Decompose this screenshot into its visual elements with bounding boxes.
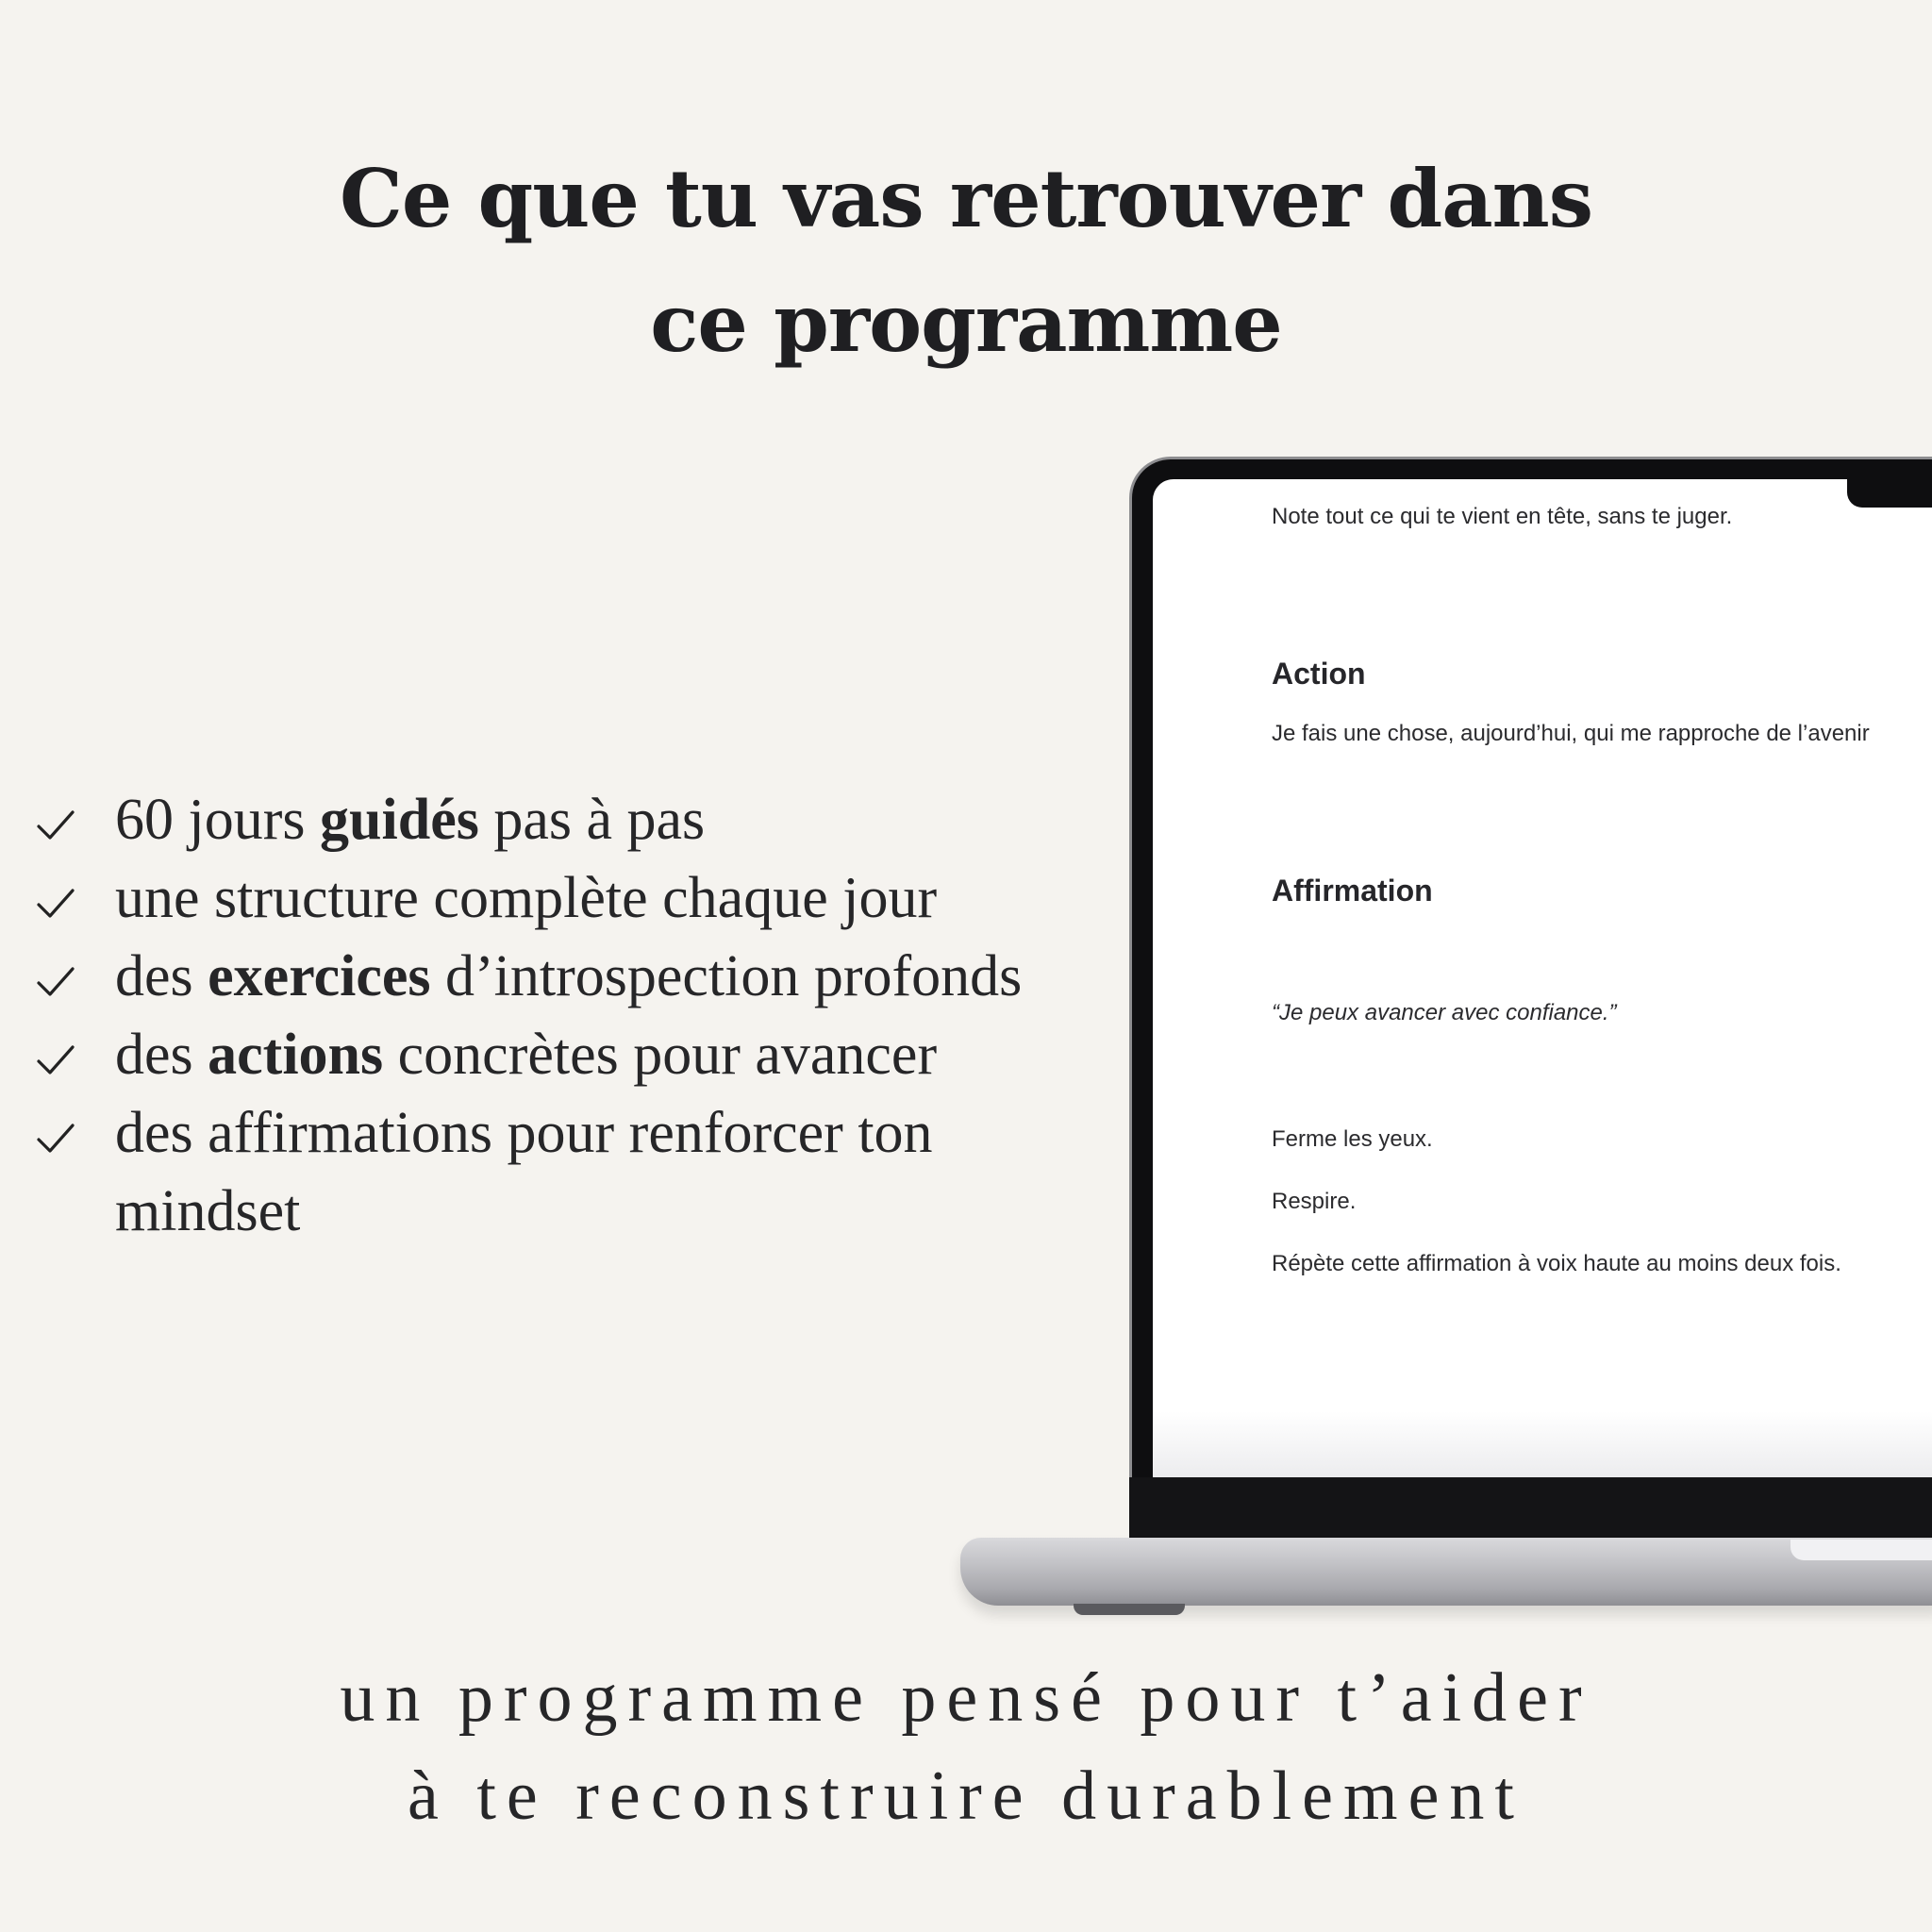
feature-item bbox=[36, 1016, 1130, 1094]
action-text: Je fais une chose, aujourd’hui, qui me rapproche de l’avenir bbox=[1272, 721, 1870, 746]
feature-item bbox=[36, 781, 1130, 859]
checkmark-icon bbox=[36, 1044, 75, 1076]
instruction-step-1: Ferme les yeux. bbox=[1272, 1126, 1433, 1152]
feature-text: une structure complète chaque jour bbox=[115, 866, 938, 930]
laptop-screen bbox=[1153, 479, 1932, 1477]
feature-bold: exercices bbox=[208, 944, 431, 1008]
laptop-foot bbox=[1074, 1604, 1185, 1615]
checkmark-icon bbox=[36, 809, 75, 841]
feature-text: des affirmations pour renforcer ton mindset bbox=[115, 1101, 933, 1243]
laptop-base bbox=[960, 1538, 1932, 1606]
affirmation-quote: “Je peux avancer avec confiance.” bbox=[1272, 1000, 1617, 1025]
feature-item bbox=[36, 938, 1130, 1016]
feature-item bbox=[36, 859, 1130, 938]
tagline bbox=[0, 1649, 1932, 1845]
feature-list bbox=[36, 781, 1130, 1251]
feature-bold: guidés bbox=[320, 788, 479, 852]
screen-bottom-fade bbox=[1153, 1411, 1932, 1477]
instruction-step-2: Respire. bbox=[1272, 1189, 1357, 1214]
feature-text: concrètes pour avancer bbox=[383, 1023, 938, 1087]
instruction-step-3: Répète cette affirmation à voix haute au moins deux fois. bbox=[1272, 1251, 1841, 1276]
headline-line-2: ce programme bbox=[650, 276, 1282, 370]
tagline-line-1: un programme pensé pour t’aider bbox=[340, 1659, 1592, 1737]
trackpad-notch bbox=[1790, 1540, 1932, 1560]
feature-text: d’introspection profonds bbox=[430, 944, 1023, 1008]
affirmation-heading: Affirmation bbox=[1272, 874, 1433, 908]
checkmark-icon bbox=[36, 888, 75, 920]
checkmark-icon bbox=[36, 966, 75, 998]
feature-item bbox=[36, 1094, 1068, 1251]
page-title bbox=[0, 137, 1932, 386]
camera-notch bbox=[1847, 479, 1932, 508]
feature-text: des bbox=[115, 944, 208, 1008]
headline-line-1: Ce que tu vas retrouver dans bbox=[339, 152, 1593, 245]
laptop-bezel-bottom bbox=[1129, 1477, 1932, 1540]
feature-text: 60 jours bbox=[115, 788, 320, 852]
feature-text: pas à pas bbox=[478, 788, 706, 852]
note-text: Note tout ce qui te vient en tête, sans te juger. bbox=[1272, 504, 1733, 529]
feature-text: des bbox=[115, 1023, 208, 1087]
checkmark-icon bbox=[36, 1123, 75, 1155]
tagline-line-2: à te reconstruire durablement bbox=[408, 1757, 1524, 1835]
feature-bold: actions bbox=[208, 1023, 384, 1087]
action-heading: Action bbox=[1272, 657, 1366, 691]
